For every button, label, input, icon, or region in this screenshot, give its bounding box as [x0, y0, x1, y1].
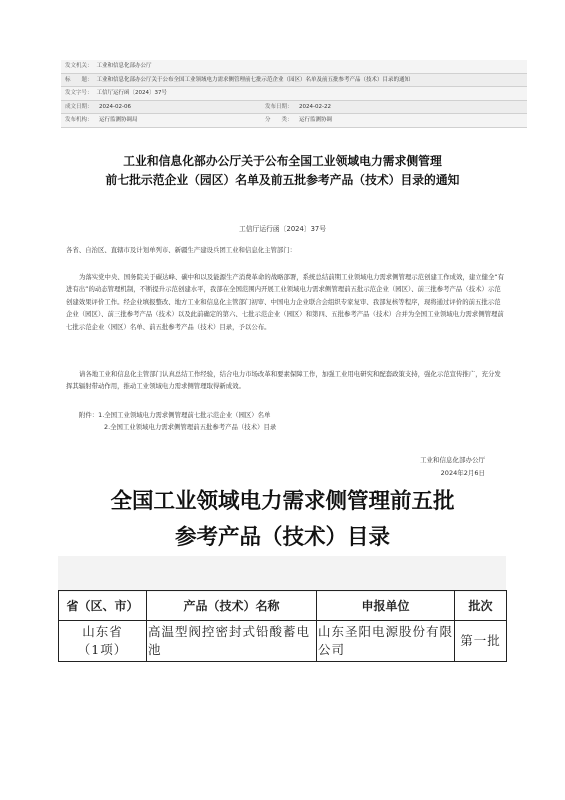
table-header-row: [59, 591, 507, 621]
attachments: [79, 409, 499, 434]
meta-row-doc-number: [61, 87, 527, 101]
catalog-table: [58, 590, 507, 662]
publishing-org: 运行监测协调局: [99, 117, 138, 123]
sign-date: 2024年2月6日: [440, 469, 485, 477]
table-row: [59, 621, 507, 662]
written-date: 2024-02-06: [99, 103, 131, 110]
cell-batch: 第一批: [455, 621, 507, 662]
meta-row-dates: [61, 101, 527, 115]
attachment-1-text: 1.全国工业领域电力需求侧管理前七批示范企业（园区）名单: [98, 411, 271, 419]
salutation-text: 各省、自治区、直辖市及计划单列市、新疆生产建设兵团工业和信息化主管部门：: [66, 246, 297, 254]
meta-row-org: [61, 114, 527, 128]
province-count: （1项）: [77, 642, 128, 657]
catalog-title: [0, 484, 565, 556]
meta-label: 发布机构：: [65, 117, 93, 123]
header-province: 省（区、市）: [59, 591, 147, 621]
page-separator-band: [58, 556, 506, 592]
paragraph-text: 请各地工业和信息化主管部门认真总结工作经验，结合电力市场改革和要素保障工作，加强工业用电研究和配套政策支持，强化示范宣传推广，充分发挥其辐射带动作用，推动工业领域电力需求侧管理取得新成效。: [66, 370, 501, 391]
catalog-title-line-2: 参考产品（技术）目录: [174, 525, 390, 550]
notice-title: [0, 152, 565, 190]
meta-label: 发文机关：: [65, 63, 93, 69]
meta-label: 分 类：: [265, 117, 293, 123]
cell-province: [59, 621, 147, 662]
attachment-2-text: 2.全国工业领域电力需求侧管理前五批参考产品（技术）目录: [104, 423, 277, 432]
salutation: [66, 244, 506, 256]
meta-label: 成文日期：: [65, 103, 93, 110]
meta-value: 工信厅运行函〔2024〕37号: [96, 90, 168, 96]
province-name: 山东省: [82, 624, 123, 639]
attachment-label: 附件：: [79, 411, 99, 419]
cell-product: 高温型阀控密封式铅酸蓄电池: [147, 621, 317, 662]
body-paragraph-2: [66, 368, 506, 393]
attachment-1[interactable]: [79, 409, 499, 421]
cell-applicant: 山东圣阳电源股份有限公司: [317, 621, 455, 662]
document-metadata-panel: [61, 60, 527, 128]
signer: 工业和信息化部办公厅: [420, 456, 485, 464]
header-product: 产品（技术）名称: [147, 591, 317, 621]
meta-label: 发文字号：: [65, 90, 93, 96]
meta-label: 标 题：: [65, 76, 93, 83]
header-batch: 批次: [455, 591, 507, 621]
meta-row-issuer: [61, 60, 527, 74]
paragraph-text: 为落实党中央、国务院关于碳达峰、碳中和以及能源生产消费革命的战略部署，系统总结前期工业领域电力需求侧管理示范创建工作成效，建立健全“有进有出”的动态管理机制，不断提升示范创建水平，我部在全国范围内开展工业领域电力需求侧管理前五批示范企业（园区）、前三批参考产品（技术）示范创建效果评价工作。经企业填报整改、地方工业和信息化主管部门初审、中国电力企业联合会组织专家复审、我部复核等程序，现将通过评价的前五批示范企业（园区）、前三批参考产品（技术）以及此前确定的第六、七批示范企业（园区）和第四、五批参考产品（技术）合并为全国工业领域电力需求侧管理前七批示范企业（园区）名单、前五批参考产品（技术）目录，予以公布。: [66, 273, 505, 331]
meta-value: 工业和信息化部办公厅关于公布全国工业领域电力需求侧管理前七批示范企业（园区）名单及前五批参考产品（技术）目录的通知: [96, 76, 411, 83]
notice-title-line-1: 工业和信息化部办公厅关于公布全国工业领域电力需求侧管理: [123, 154, 442, 168]
reference-number: 工信厅运行函〔2024〕37号: [238, 225, 327, 233]
category-value: 运行监测协调: [299, 117, 333, 123]
published-date: 2024-02-22: [299, 103, 331, 110]
notice-title-line-2: 前七批示范企业（园区）名单及前五批参考产品（技术）目录的通知: [105, 173, 460, 187]
attachment-2[interactable]: [79, 421, 499, 433]
meta-label: 发布日期：: [265, 103, 293, 110]
meta-row-title: [61, 74, 527, 88]
header-applicant: 申报单位: [317, 591, 455, 621]
body-paragraph-1: [66, 271, 506, 333]
meta-value: 工业和信息化部办公厅: [96, 63, 152, 69]
catalog-title-line-1: 全国工业领域电力需求侧管理前五批: [110, 489, 455, 514]
